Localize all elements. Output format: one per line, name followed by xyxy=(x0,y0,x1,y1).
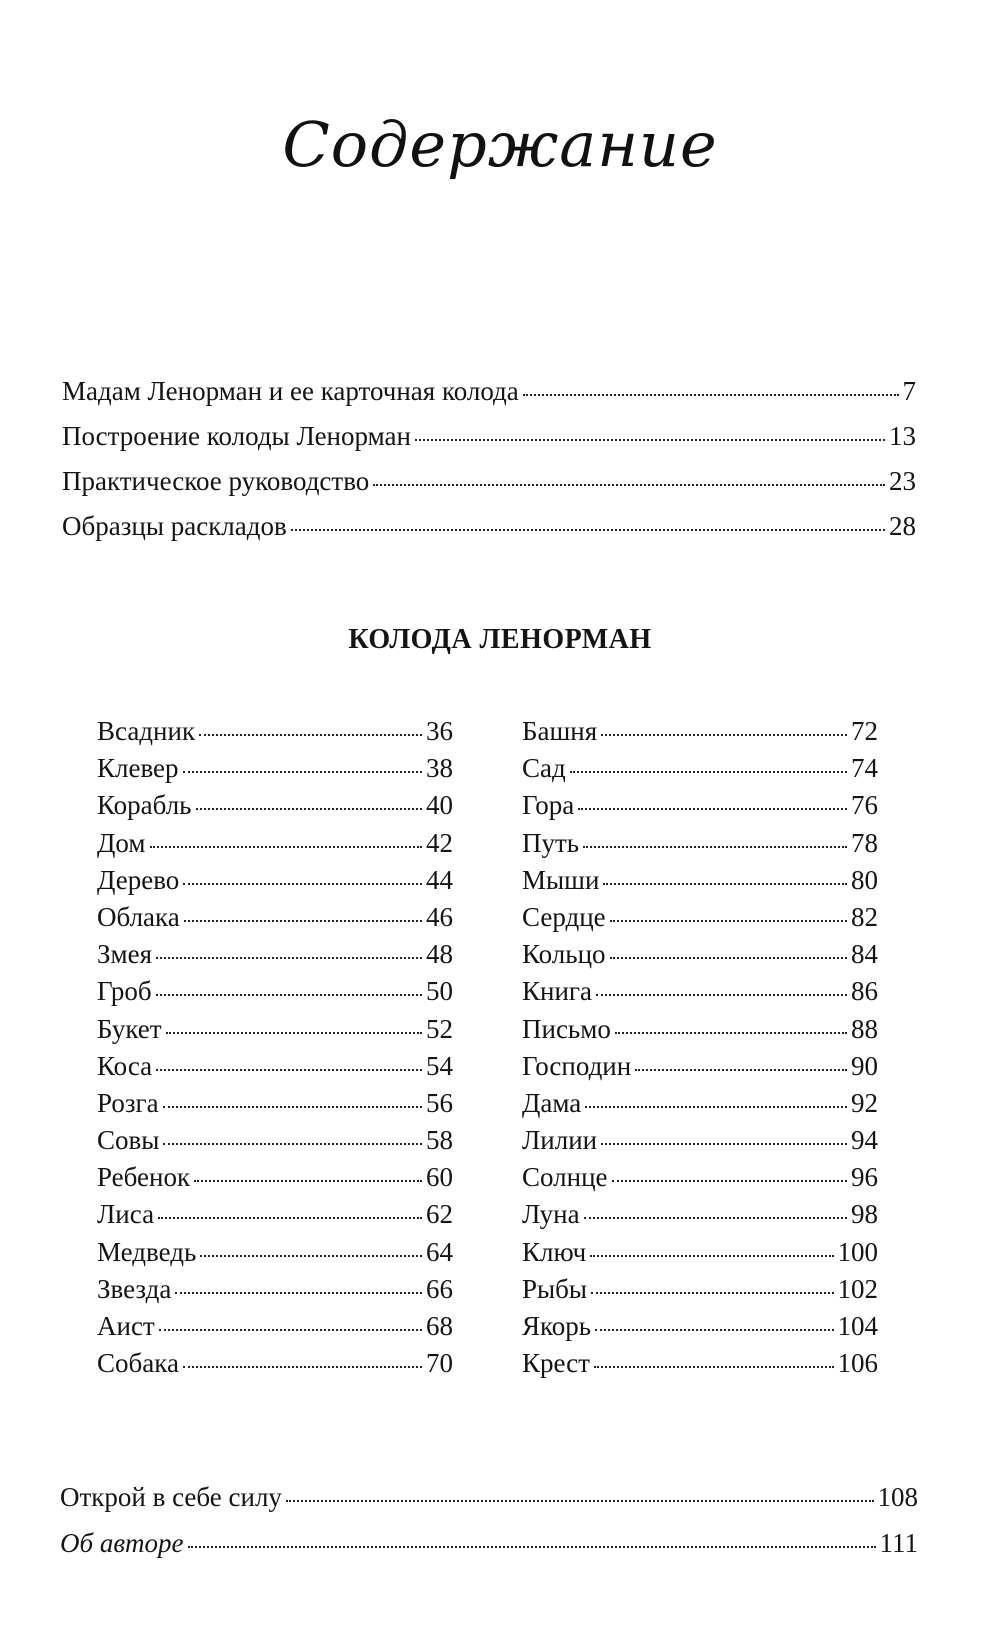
toc-entry-page-number: 52 xyxy=(426,1013,453,1044)
toc-entry-page-number: 58 xyxy=(426,1125,453,1156)
dot-leader xyxy=(183,883,422,885)
toc-entry-page-number: 88 xyxy=(851,1013,878,1044)
toc-entry-label: Образцы раскладов xyxy=(62,511,287,541)
toc-entry[interactable] xyxy=(522,864,878,904)
dot-leader xyxy=(194,1180,422,1182)
dot-leader xyxy=(591,1292,833,1294)
toc-entry-page-number: 13 xyxy=(889,421,916,451)
toc-entry-label: Совы xyxy=(97,1125,160,1156)
toc-entry-label: Всадник xyxy=(97,716,196,746)
dot-leader xyxy=(199,734,422,736)
toc-entry[interactable] xyxy=(97,718,453,755)
toc-entry[interactable] xyxy=(97,941,453,978)
dot-leader xyxy=(415,439,885,441)
toc-entry-page-number: 108 xyxy=(877,1482,918,1512)
toc-entry[interactable] xyxy=(97,1050,453,1090)
closing-toc-list xyxy=(60,1484,918,1576)
toc-entry-label: Об авторе xyxy=(60,1528,184,1558)
dot-leader xyxy=(156,1069,422,1071)
toc-entry-page-number: 66 xyxy=(426,1273,453,1304)
dot-leader xyxy=(159,1329,422,1331)
toc-entry[interactable] xyxy=(522,1236,878,1276)
toc-entry-page-number: 106 xyxy=(837,1348,878,1379)
toc-entry-page-number: 74 xyxy=(851,753,878,784)
toc-entry-label: Облака xyxy=(97,901,180,932)
dot-leader xyxy=(570,771,847,773)
deck-section-title: КОЛОДА ЛЕНОРМАН xyxy=(348,624,652,655)
toc-entry[interactable] xyxy=(522,1087,878,1127)
dot-leader xyxy=(601,1143,847,1145)
toc-entry-label: Господин xyxy=(522,1050,632,1081)
dot-leader xyxy=(585,1106,847,1108)
toc-entry[interactable] xyxy=(62,378,916,423)
toc-entry[interactable] xyxy=(97,792,453,829)
toc-entry[interactable] xyxy=(97,1236,453,1276)
toc-entry-label: Корабль xyxy=(97,790,192,821)
dot-leader xyxy=(196,808,423,810)
dot-leader xyxy=(200,1255,422,1257)
toc-entry[interactable] xyxy=(522,1164,878,1201)
dot-leader xyxy=(373,484,885,486)
toc-entry[interactable] xyxy=(522,827,878,867)
toc-entry-page-number: 94 xyxy=(851,1125,878,1156)
toc-entry[interactable] xyxy=(522,1201,878,1238)
dot-leader xyxy=(163,1143,422,1145)
toc-entry-page-number: 78 xyxy=(851,827,878,858)
dot-leader xyxy=(166,1032,422,1034)
toc-entry[interactable] xyxy=(522,1013,878,1053)
toc-entry[interactable] xyxy=(62,513,916,558)
toc-entry-label: Ключ xyxy=(522,1236,587,1267)
deck-toc-left-column xyxy=(97,718,453,1387)
toc-entry-label: Башня xyxy=(522,716,598,746)
toc-entry-label: Аист xyxy=(97,1311,155,1341)
dot-leader xyxy=(601,734,847,736)
dot-leader xyxy=(150,846,423,848)
toc-entry-page-number: 42 xyxy=(426,827,453,858)
toc-entry[interactable] xyxy=(97,1273,453,1313)
dot-leader xyxy=(603,883,847,885)
toc-entry-label: Лиса xyxy=(97,1199,155,1230)
dot-leader xyxy=(175,1292,422,1294)
toc-entry-label: Практическое руководство xyxy=(62,466,370,496)
toc-entry[interactable] xyxy=(97,827,453,867)
toc-entry-label: Путь xyxy=(522,827,580,858)
toc-entry-page-number: 56 xyxy=(426,1087,453,1118)
toc-entry[interactable] xyxy=(97,1201,453,1238)
toc-entry-page-number: 100 xyxy=(837,1236,878,1267)
toc-entry-page-number: 36 xyxy=(426,716,453,746)
toc-entry[interactable] xyxy=(60,1484,918,1530)
toc-entry-label: Клевер xyxy=(97,753,179,784)
toc-entry[interactable] xyxy=(97,1350,453,1387)
toc-entry-page-number: 54 xyxy=(426,1050,453,1081)
toc-entry-page-number: 98 xyxy=(851,1199,878,1230)
toc-entry-label: Книга xyxy=(522,976,592,1007)
toc-entry[interactable] xyxy=(522,755,878,792)
toc-entry-label: Мадам Ленорман и ее карточная колода xyxy=(62,376,519,406)
deck-toc-right-column xyxy=(522,718,878,1387)
toc-entry[interactable] xyxy=(97,901,453,941)
toc-entry-page-number: 48 xyxy=(426,939,453,970)
toc-entry-page-number: 23 xyxy=(889,466,916,496)
toc-entry-page-number: 92 xyxy=(851,1087,878,1118)
toc-entry-label: Рыбы xyxy=(522,1273,588,1304)
dot-leader xyxy=(594,1366,834,1368)
dot-leader xyxy=(610,957,847,959)
toc-entry-page-number: 90 xyxy=(851,1050,878,1081)
toc-entry-label: Собака xyxy=(97,1348,179,1379)
dot-leader xyxy=(610,920,847,922)
toc-entry[interactable] xyxy=(522,792,878,829)
toc-entry[interactable] xyxy=(522,718,878,755)
toc-entry[interactable] xyxy=(522,1127,878,1164)
toc-entry[interactable] xyxy=(60,1530,918,1576)
toc-entry-label: Кольцо xyxy=(522,939,606,970)
toc-entry-label: Построение колоды Ленорман xyxy=(62,421,411,451)
toc-entry-label: Дерево xyxy=(97,864,180,895)
dot-leader xyxy=(183,771,422,773)
toc-entry-page-number: 44 xyxy=(426,864,453,895)
toc-entry-label: Крест xyxy=(522,1348,590,1379)
dot-leader xyxy=(584,1217,847,1219)
dot-leader xyxy=(163,1106,422,1108)
dot-leader xyxy=(596,994,847,996)
toc-entry-label: Солнце xyxy=(522,1162,608,1193)
toc-entry-label: Гроб xyxy=(97,976,152,1007)
toc-entry-label: Сад xyxy=(522,753,566,784)
dot-leader xyxy=(183,1366,422,1368)
toc-entry-label: Букет xyxy=(97,1013,162,1044)
toc-entry-page-number: 46 xyxy=(426,901,453,932)
toc-entry-page-number: 62 xyxy=(426,1199,453,1230)
toc-entry-page-number: 50 xyxy=(426,976,453,1007)
toc-entry-label: Открой в себе силу xyxy=(60,1482,282,1512)
toc-entry-label: Коса xyxy=(97,1050,153,1081)
toc-entry-label: Розга xyxy=(97,1087,159,1118)
toc-entry-label: Звезда xyxy=(97,1273,172,1304)
toc-entry-label: Гора xyxy=(522,790,575,821)
toc-entry-label: Медведь xyxy=(97,1236,197,1267)
dot-leader xyxy=(156,994,422,996)
toc-entry[interactable] xyxy=(522,1350,878,1387)
dot-leader xyxy=(156,957,422,959)
toc-entry-page-number: 68 xyxy=(426,1311,453,1341)
intro-toc-list xyxy=(62,378,916,558)
toc-entry-page-number: 111 xyxy=(879,1528,918,1558)
toc-entry-label: Мыши xyxy=(522,864,600,895)
dot-leader xyxy=(590,1255,833,1257)
toc-entry-label: Сердце xyxy=(522,901,606,932)
toc-entry-label: Дом xyxy=(97,827,146,858)
dot-leader xyxy=(184,920,422,922)
dot-leader xyxy=(595,1329,833,1331)
toc-entry-page-number: 102 xyxy=(837,1273,878,1304)
dot-leader xyxy=(188,1546,876,1548)
toc-entry[interactable] xyxy=(522,1050,878,1090)
toc-entry[interactable] xyxy=(97,1313,453,1350)
dot-leader xyxy=(583,846,847,848)
dot-leader xyxy=(612,1180,847,1182)
toc-entry[interactable] xyxy=(97,1127,453,1164)
toc-entry-page-number: 70 xyxy=(426,1348,453,1379)
dot-leader xyxy=(578,808,847,810)
toc-entry-label: Луна xyxy=(522,1199,580,1230)
toc-entry[interactable] xyxy=(522,1273,878,1313)
toc-entry-label: Письмо xyxy=(522,1013,611,1044)
toc-entry-page-number: 60 xyxy=(426,1162,453,1193)
toc-entry-page-number: 80 xyxy=(851,864,878,895)
toc-entry[interactable] xyxy=(97,1164,453,1201)
toc-entry[interactable] xyxy=(522,978,878,1015)
toc-entry[interactable] xyxy=(62,423,916,468)
toc-entry-page-number: 64 xyxy=(426,1236,453,1267)
toc-entry[interactable] xyxy=(522,941,878,978)
dot-leader xyxy=(523,394,899,396)
toc-entry-page-number: 76 xyxy=(851,790,878,821)
toc-entry[interactable] xyxy=(62,468,916,513)
toc-entry-page-number: 96 xyxy=(851,1162,878,1193)
dot-leader xyxy=(635,1069,847,1071)
dot-leader xyxy=(286,1500,874,1502)
toc-entry[interactable] xyxy=(97,978,453,1015)
toc-entry[interactable] xyxy=(97,1013,453,1053)
toc-entry-label: Якорь xyxy=(522,1311,592,1341)
dot-leader xyxy=(158,1217,422,1219)
toc-entry[interactable] xyxy=(522,901,878,941)
toc-entry-page-number: 104 xyxy=(837,1311,878,1341)
toc-entry[interactable] xyxy=(522,1313,878,1350)
toc-entry-page-number: 40 xyxy=(426,790,453,821)
toc-entry[interactable] xyxy=(97,1087,453,1127)
toc-entry-label: Ребенок xyxy=(97,1162,191,1193)
toc-entry-page-number: 86 xyxy=(851,976,878,1007)
toc-entry-page-number: 72 xyxy=(851,716,878,746)
toc-entry-page-number: 7 xyxy=(902,376,916,406)
toc-entry-label: Змея xyxy=(97,939,153,970)
dot-leader xyxy=(291,529,885,531)
toc-entry-page-number: 28 xyxy=(889,511,916,541)
toc-entry-label: Дама xyxy=(522,1087,582,1118)
toc-entry-page-number: 82 xyxy=(851,901,878,932)
toc-entry[interactable] xyxy=(97,864,453,904)
page-title: Содержание xyxy=(282,108,718,181)
dot-leader xyxy=(615,1032,847,1034)
toc-entry-page-number: 84 xyxy=(851,939,878,970)
toc-entry[interactable] xyxy=(97,755,453,792)
toc-entry-label: Лилии xyxy=(522,1125,598,1156)
toc-entry-page-number: 38 xyxy=(426,753,453,784)
